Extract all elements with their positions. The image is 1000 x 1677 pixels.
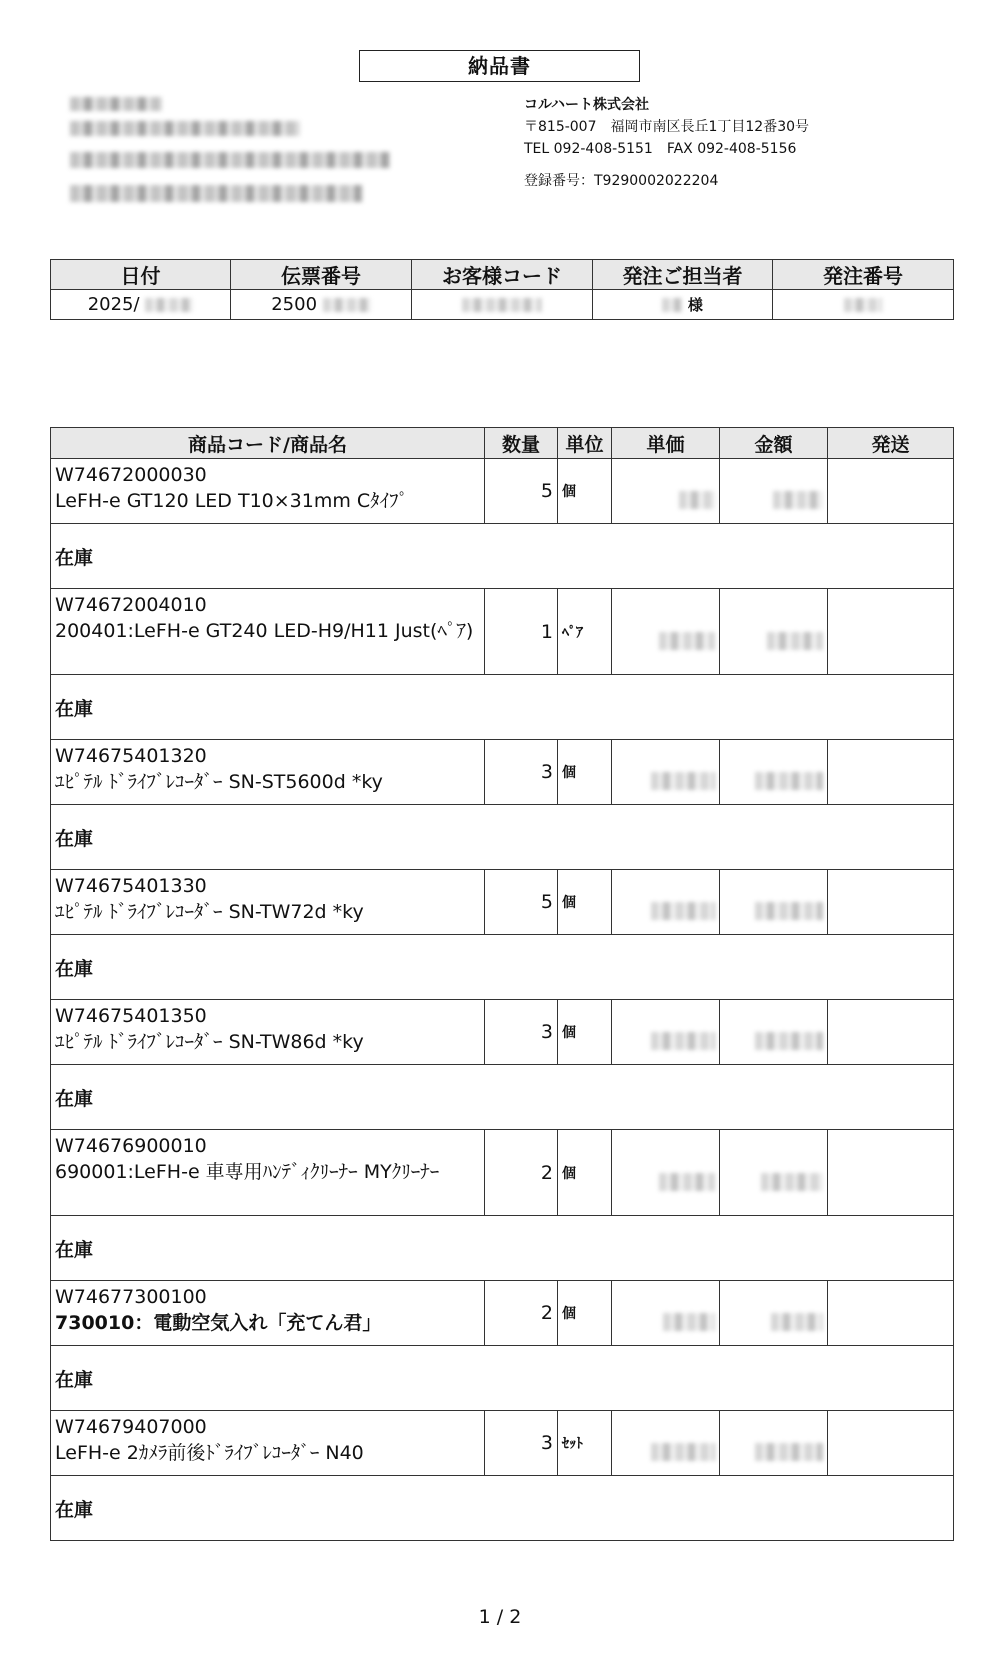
item-status: 在庫	[51, 1065, 954, 1130]
item-code: W74677300100	[55, 1286, 207, 1308]
item-shipping	[828, 1130, 954, 1216]
header-date-prefix: 2025/	[87, 294, 140, 315]
sender-tel-fax: TEL 092-408-5151 FAX 092-408-5156	[524, 141, 797, 157]
item-code: W74675401350	[55, 1005, 207, 1027]
header-date-cell	[51, 290, 231, 320]
item-status: 在庫	[51, 524, 954, 589]
header-col-date: 日付	[51, 260, 231, 290]
items-col-product: 商品コード/商品名	[51, 428, 485, 459]
item-unit: 個	[558, 1130, 612, 1216]
item-amount-redacted	[720, 740, 828, 805]
item-status: 在庫	[51, 805, 954, 870]
item-qty: 3	[485, 1000, 558, 1065]
items-col-shipping: 発送	[828, 428, 954, 459]
header-order-no-cell	[773, 290, 954, 320]
item-name: 200401:LeFH-e GT240 LED-H9/H11 Just(ﾍﾟｱ)	[55, 620, 474, 642]
table-row	[51, 1130, 954, 1216]
header-person-suffix: 様	[687, 296, 703, 314]
header-col-slip: 伝票番号	[231, 260, 412, 290]
sender-address: 〒815-007 福岡市南区長丘1丁目12番30号	[524, 119, 810, 135]
item-amount-redacted	[720, 1281, 828, 1346]
item-shipping	[828, 459, 954, 524]
item-qty: 2	[485, 1281, 558, 1346]
item-code: W74675401330	[55, 875, 207, 897]
item-status: 在庫	[51, 1216, 954, 1281]
table-row	[51, 740, 954, 805]
table-row	[51, 589, 954, 675]
item-amount-redacted	[720, 1411, 828, 1476]
items-col-unit: 単位	[558, 428, 612, 459]
item-unit-price-redacted	[612, 589, 720, 675]
header-slip-cell	[231, 290, 412, 320]
item-shipping	[828, 740, 954, 805]
item-shipping	[828, 1411, 954, 1476]
header-table	[50, 259, 954, 320]
item-unit: 個	[558, 1000, 612, 1065]
item-name: LeFH-e 2ｶﾒﾗ前後ﾄﾞﾗｲﾌﾞﾚｺｰﾀﾞｰ N40	[55, 1442, 364, 1464]
item-code: W74672004010	[55, 594, 207, 616]
item-unit: ｾｯﾄ	[558, 1411, 612, 1476]
item-status: 在庫	[51, 675, 954, 740]
header-slip-prefix: 2500	[271, 294, 318, 315]
item-amount-redacted	[720, 870, 828, 935]
document-title: 納品書	[359, 50, 640, 82]
item-unit-price-redacted	[612, 740, 720, 805]
item-amount-redacted	[720, 1130, 828, 1216]
item-qty: 5	[485, 870, 558, 935]
table-row	[51, 1411, 954, 1476]
item-unit-price-redacted	[612, 1000, 720, 1065]
item-qty: 3	[485, 740, 558, 805]
item-unit-price-redacted	[612, 870, 720, 935]
item-amount-redacted	[720, 1000, 828, 1065]
table-row	[51, 870, 954, 935]
item-unit-price-redacted	[612, 1130, 720, 1216]
item-status: 在庫	[51, 935, 954, 1000]
sender-registration: 登録番号：T9290002022204	[524, 173, 719, 189]
item-shipping	[828, 1000, 954, 1065]
item-qty: 1	[485, 589, 558, 675]
items-table	[50, 427, 954, 1541]
item-name: LeFH-e GT120 LED T10×31mm Cﾀｲﾌﾟ	[55, 490, 409, 512]
item-unit: ﾍﾟｱ	[558, 589, 612, 675]
header-col-order-no: 発注番号	[773, 260, 954, 290]
sender-company: コルハート株式会社	[524, 97, 650, 113]
item-unit: 個	[558, 1281, 612, 1346]
sender-info	[524, 94, 809, 192]
items-col-unit-price: 単価	[612, 428, 720, 459]
item-unit-price-redacted	[612, 1281, 720, 1346]
item-unit-price-redacted	[612, 1411, 720, 1476]
item-name: ﾕﾋﾟﾃﾙ ﾄﾞﾗｲﾌﾞﾚｺｰﾀﾞｰ SN-TW72d *ky	[55, 901, 364, 923]
item-shipping	[828, 870, 954, 935]
table-row	[51, 1000, 954, 1065]
item-code: W74679407000	[55, 1416, 207, 1438]
item-name: ﾕﾋﾟﾃﾙ ﾄﾞﾗｲﾌﾞﾚｺｰﾀﾞｰ SN-ST5600d *ky	[55, 771, 383, 793]
item-name: ﾕﾋﾟﾃﾙ ﾄﾞﾗｲﾌﾞﾚｺｰﾀﾞｰ SN-TW86d *ky	[55, 1031, 364, 1053]
item-code: W74676900010	[55, 1135, 207, 1157]
item-unit: 個	[558, 870, 612, 935]
item-unit: 個	[558, 740, 612, 805]
header-col-customer-code: お客様コード	[412, 260, 593, 290]
item-amount-redacted	[720, 589, 828, 675]
table-row	[51, 1281, 954, 1346]
item-qty: 3	[485, 1411, 558, 1476]
header-person-cell	[593, 290, 773, 320]
header-col-person: 発注ご担当者	[593, 260, 773, 290]
items-col-amount: 金額	[720, 428, 828, 459]
item-status: 在庫	[51, 1346, 954, 1411]
table-row	[51, 459, 954, 524]
item-qty: 2	[485, 1130, 558, 1216]
items-col-qty: 数量	[485, 428, 558, 459]
header-customer-code-cell	[412, 290, 593, 320]
item-code: W74672000030	[55, 464, 207, 486]
item-shipping	[828, 589, 954, 675]
item-name: 730010：電動空気入れ「充てん君」	[55, 1312, 382, 1334]
item-code: W74675401320	[55, 745, 207, 767]
item-shipping	[828, 1281, 954, 1346]
item-status: 在庫	[51, 1476, 954, 1541]
item-unit: 個	[558, 459, 612, 524]
page-number: 1 / 2	[478, 1606, 522, 1628]
item-name: 690001:LeFH-e 車専用ﾊﾝﾃﾞｨｸﾘｰﾅｰ MYｸﾘｰﾅｰ	[55, 1161, 440, 1183]
item-qty: 5	[485, 459, 558, 524]
item-unit-price-redacted	[612, 459, 720, 524]
item-amount-redacted	[720, 459, 828, 524]
